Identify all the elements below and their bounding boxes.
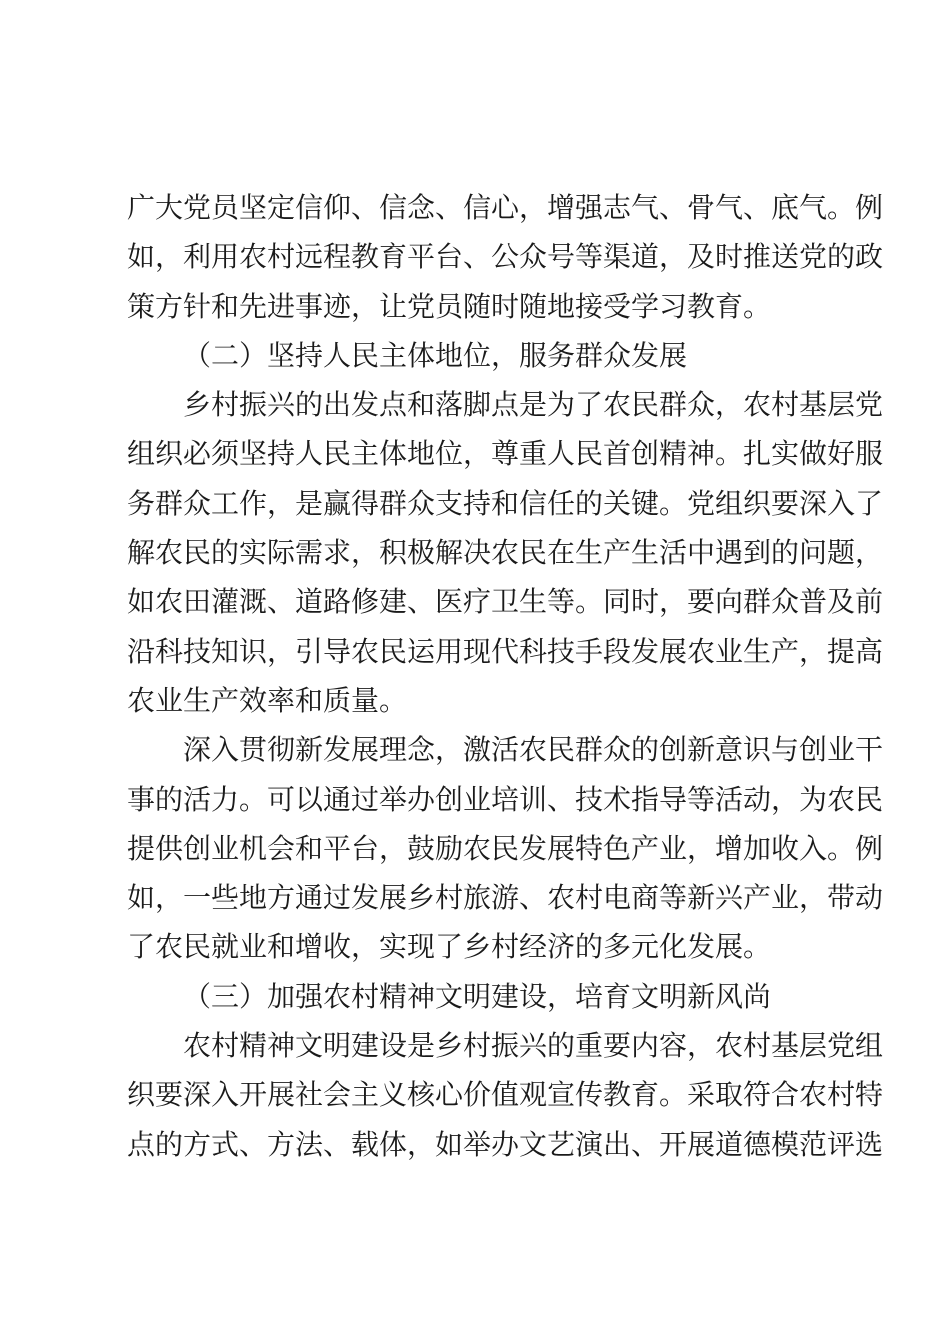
text-line: 广大党员坚定信仰、信念、信心，增强志气、骨气、底气。例 <box>127 191 884 224</box>
text-line: 农业生产效率和质量。 <box>127 683 408 717</box>
text-line: （二）坚持人民主体地位，服务群众发展 <box>183 338 688 372</box>
text-line: 如农田灌溉、道路修建、医疗卫生等。同时，要向群众普及前 <box>127 585 884 619</box>
text-line: 如，利用农村远程教育平台、公众号等渠道，及时推送党的政 <box>127 240 884 274</box>
text-line: 织要深入开展社会主义核心价值观宣传教育。采取符合农村特 <box>127 1078 884 1112</box>
text-line: 了农民就业和增收，实现了乡村经济的多元化发展。 <box>127 930 772 964</box>
text-line: 务群众工作，是赢得群众支持和信任的关键。党组织要深入了 <box>127 486 884 520</box>
text-line: 沿科技知识，引导农民运用现代科技手段发展农业生产，提高 <box>127 634 884 668</box>
text-line: 如，一些地方通过发展乡村旅游、农村电商等新兴产业，带动 <box>127 881 884 915</box>
text-line: 策方针和先进事迹，让党员随时随地接受学习教育。 <box>127 289 772 323</box>
text-line: 解农民的实际需求，积极解决农民在生产生活中遇到的问题， <box>127 536 884 570</box>
text-line: （三）加强农村精神文明建设，培育文明新风尚 <box>183 979 772 1013</box>
text-line: 点的方式、方法、载体，如举办文艺演出、开展道德模范评选 <box>127 1127 884 1161</box>
text-line: 农村精神文明建设是乡村振兴的重要内容，农村基层党组 <box>183 1029 884 1063</box>
text-line: 乡村振兴的出发点和落脚点是为了农民群众，农村基层党 <box>183 388 884 422</box>
text-line: 组织必须坚持人民主体地位，尊重人民首创精神。扎实做好服 <box>127 437 884 471</box>
text-line: 事的活力。可以通过举办创业培训、技术指导等活动，为农民 <box>127 782 884 816</box>
text-line: 提供创业机会和平台，鼓励农民发展特色产业，增加收入。例 <box>127 831 884 865</box>
text-line: 深入贯彻新发展理念，激活农民群众的创新意识与创业干 <box>183 733 884 767</box>
document-body <box>127 183 884 1169</box>
